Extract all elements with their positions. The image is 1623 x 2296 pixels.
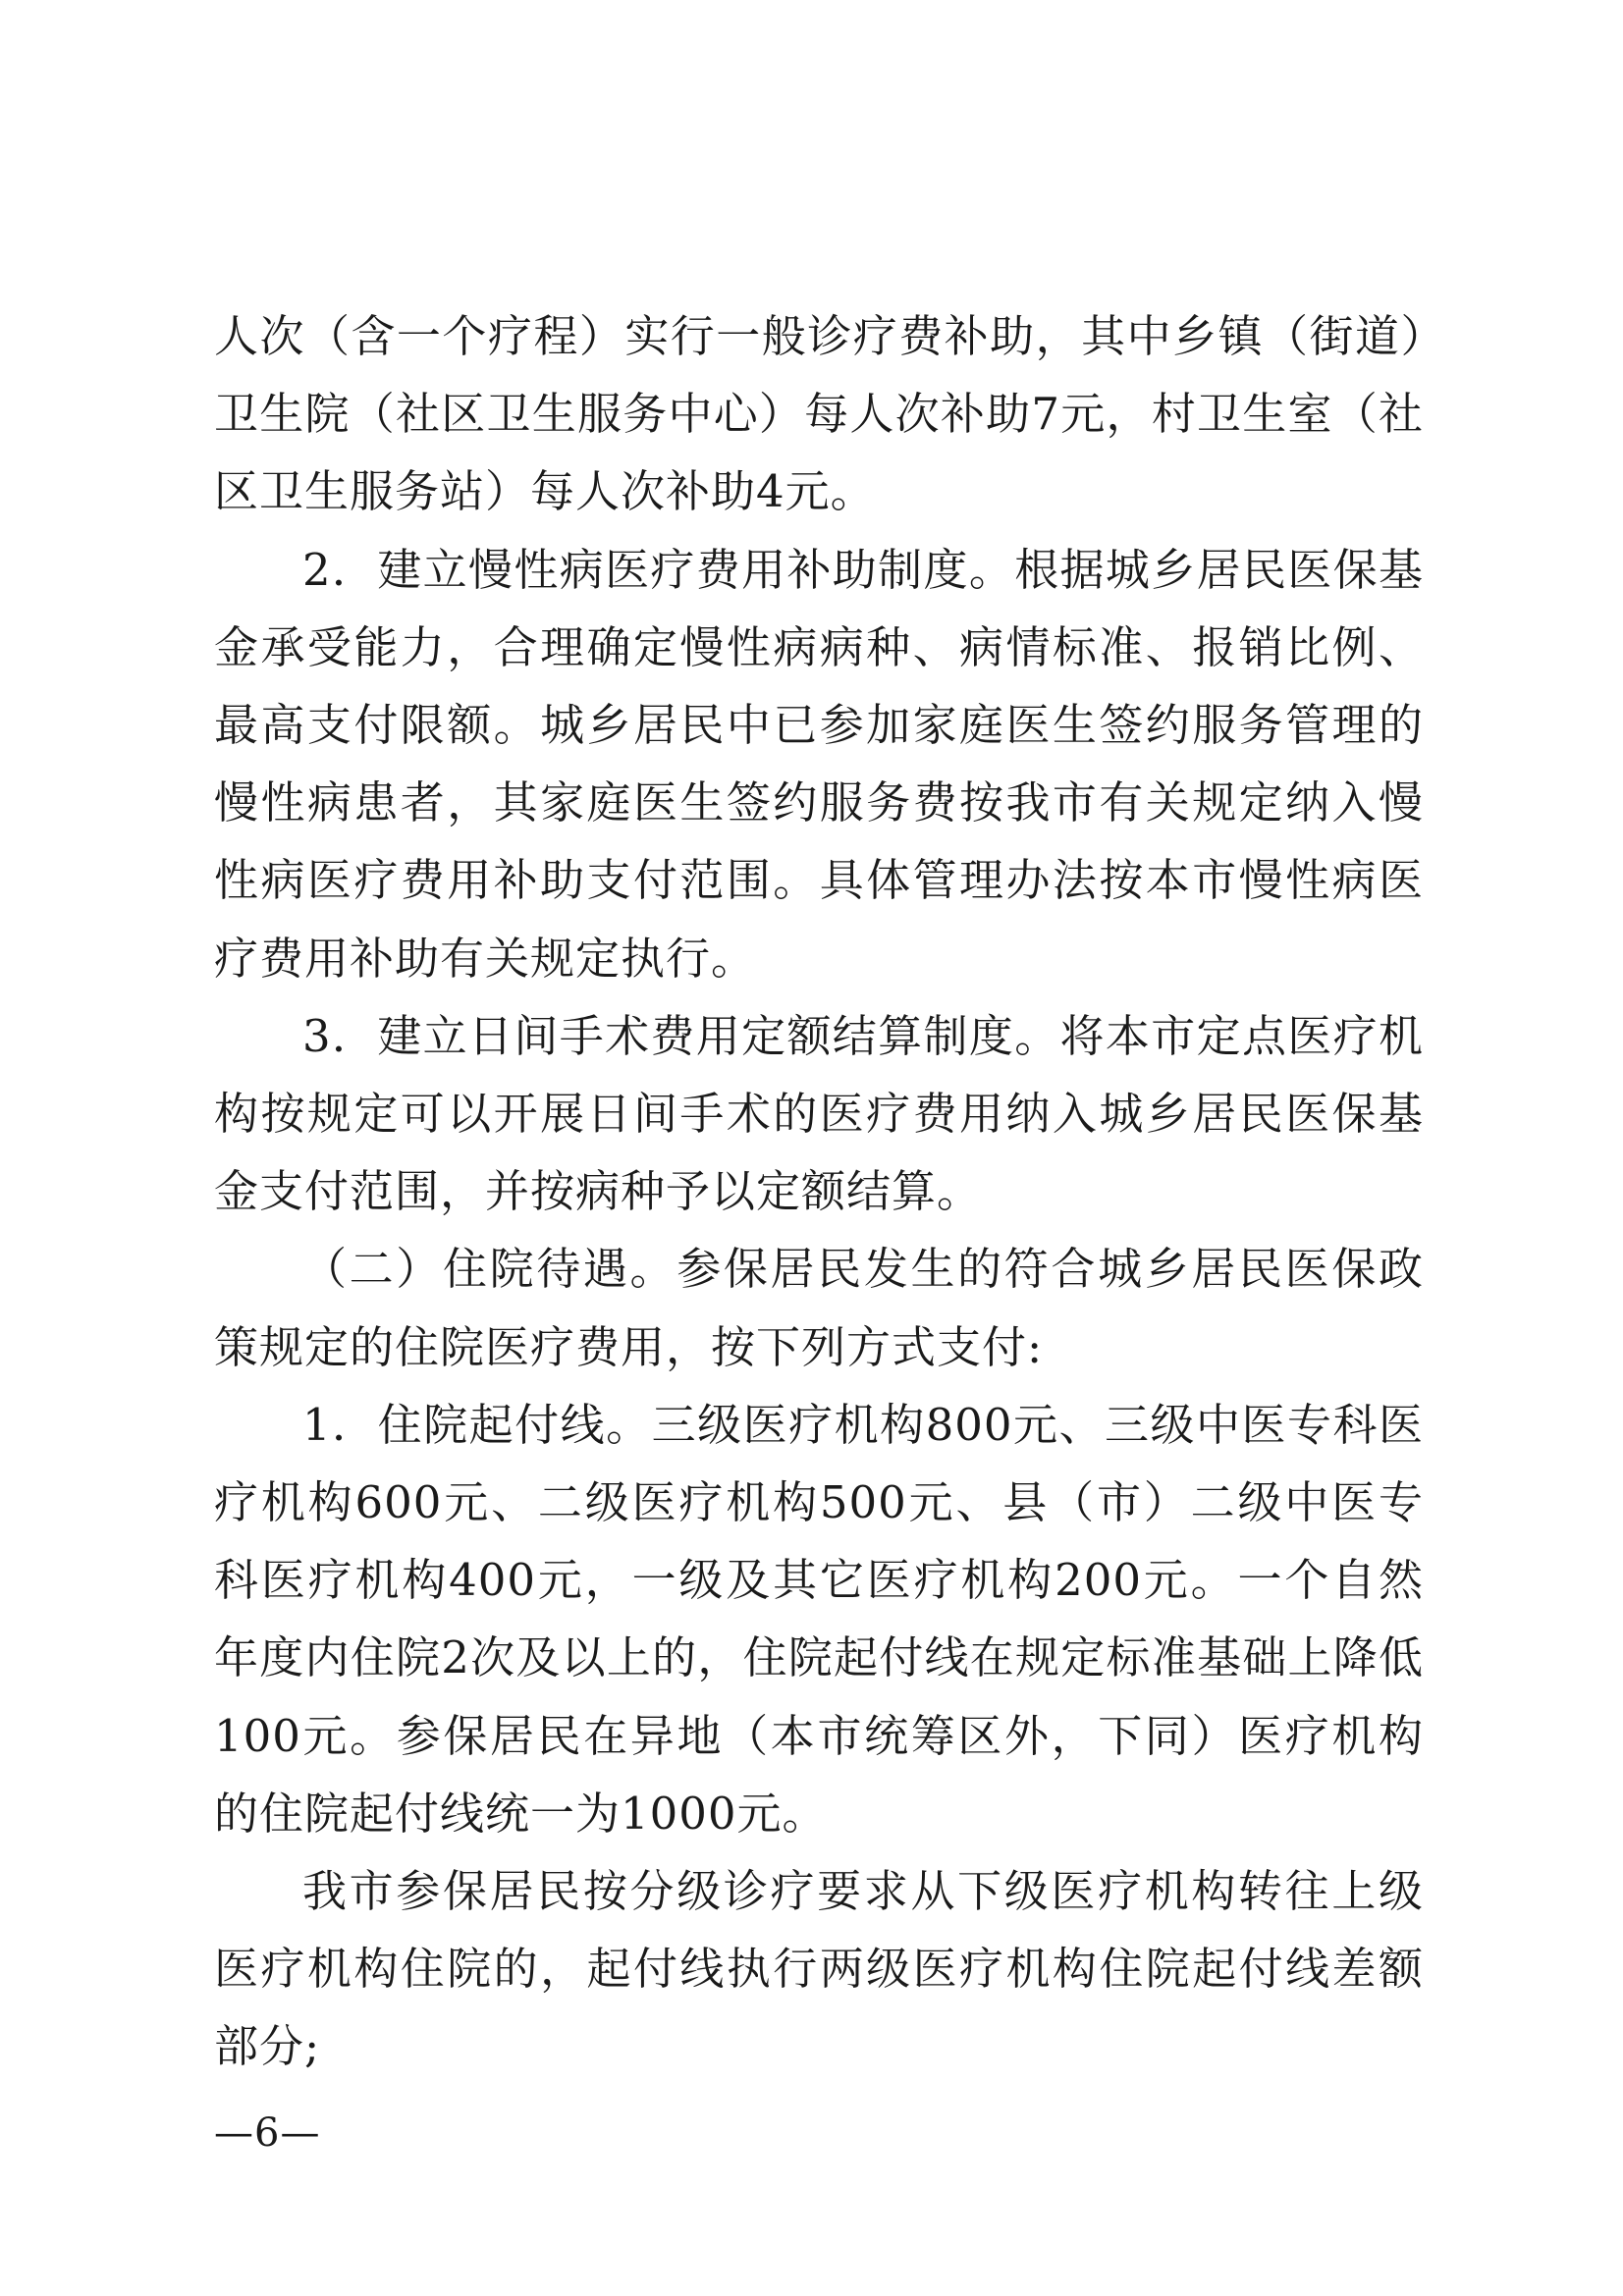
paragraph-p4: （二）住院待遇。参保居民发生的符合城乡居民医保政策规定的住院医疗费用，按下列方式支付:: [214, 1243, 1424, 1373]
document-body: [214, 297, 1424, 2086]
paragraph-p5: 1．住院起付线。三级医疗机构800元、三级中医专科医疗机构600元、二级医疗机构500元、县（市）二级中医专科医疗机构400元，一级及其它医疗机构200元。一个自然年度内住院2次及以上的，住院起付线在规定标准基础上降低100元。参保居民在异地（本市统筹区外，下同）医疗机构的住院起付线统一为1000元。: [214, 1398, 1424, 1840]
paragraph-p2: 2．建立慢性病医疗费用补助制度。根据城乡居民医保基金承受能力，合理确定慢性病病种、病情标准、报销比例、最高支付限额。城乡居民中已参加家庭医生签约服务管理的慢性病患者，其家庭医生签约服务费按我市有关规定纳入慢性病医疗费用补助支付范围。具体管理办法按本市慢性病医疗费用补助有关规定执行。: [214, 543, 1424, 985]
page-number: —6—: [214, 2110, 321, 2156]
paragraph-p6: 我市参保居民按分级诊疗要求从下级医疗机构转往上级医疗机构住院的，起付线执行两级医疗机构住院起付线差额部分;: [214, 1865, 1424, 2073]
paragraph-p3: 3．建立日间手术费用定额结算制度。将本市定点医疗机构按规定可以开展日间手术的医疗费用纳入城乡居民医保基金支付范围，并按病种予以定额结算。: [214, 1009, 1424, 1218]
paragraph-p1: 人次（含一个疗程）实行一般诊疗费补助，其中乡镇（街道）卫生院（社区卫生服务中心）每人次补助7元，村卫生室（社区卫生服务站）每人次补助4元。: [214, 310, 1424, 518]
